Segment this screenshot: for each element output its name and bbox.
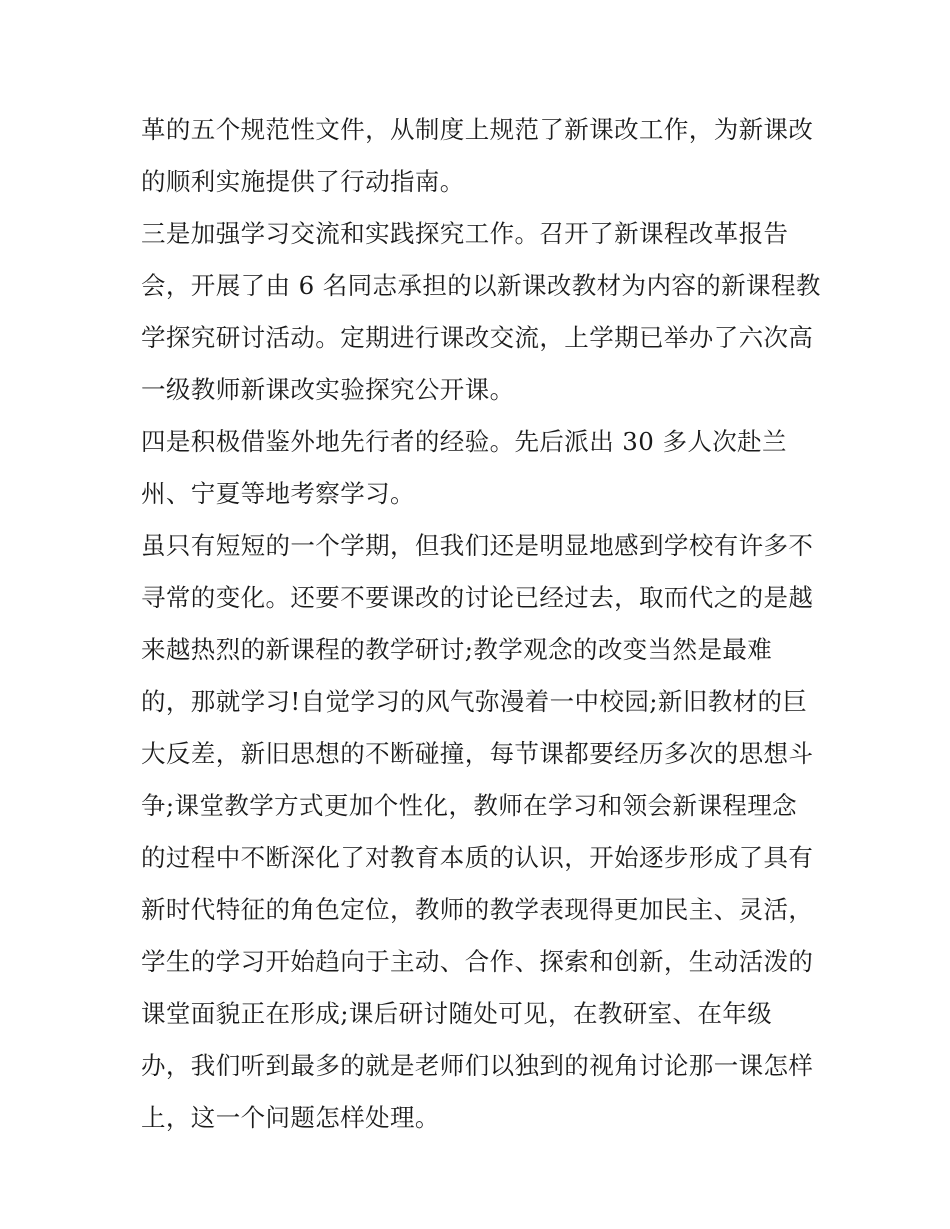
text-line: 虽只有短短的一个学期，但我们还是明显地感到学校有许多不 bbox=[141, 531, 814, 560]
text-line: 的，那就学习!自觉学习的风气弥漫着一中校园;新旧教材的巨 bbox=[141, 687, 808, 716]
text-line: 学探究研讨活动。定期进行课改交流，上学期已举办了六次高 bbox=[141, 323, 814, 352]
text-line: 大反差，新旧思想的不断碰撞，每节课都要经历多次的思想斗 bbox=[141, 739, 814, 768]
text-line: 的过程中不断深化了对教育本质的认识，开始逐步形成了具有 bbox=[141, 843, 814, 872]
text-line: 上，这一个问题怎样处理。 bbox=[141, 1103, 440, 1132]
text-line: 办，我们听到最多的就是老师们以独到的视角讨论那一课怎样 bbox=[141, 1051, 814, 1080]
document-body bbox=[141, 104, 821, 1144]
text-line: 新时代特征的角色定位，教师的教学表现得更加民主、灵活， bbox=[141, 895, 814, 924]
text-line: 争;课堂教学方式更加个性化，教师在学习和领会新课程理念 bbox=[141, 791, 798, 820]
text-line: 三是加强学习交流和实践探究工作。召开了新课程改革报告 bbox=[141, 219, 789, 248]
text-line: 一级教师新课改实验探究公开课。 bbox=[141, 375, 515, 404]
text-line: 来越热烈的新课程的教学研讨;教学观念的改变当然是最难 bbox=[141, 635, 773, 664]
text-line: 州、宁夏等地考察学习。 bbox=[141, 479, 415, 508]
text-line: 课堂面貌正在形成;课后研讨随处可见，在教研室、在年级 bbox=[141, 999, 773, 1028]
text-line: 革的五个规范性文件，从制度上规范了新课改工作，为新课改 bbox=[141, 115, 814, 144]
text-line: 学生的学习开始趋向于主动、合作、探索和创新，生动活泼的 bbox=[141, 947, 814, 976]
text-line: 四是积极借鉴外地先行者的经验。先后派出 30 多人次赴兰 bbox=[141, 427, 787, 456]
text-line: 寻常的变化。还要不要课改的讨论已经过去，取而代之的是越 bbox=[141, 583, 814, 612]
text-line: 的顺利实施提供了行动指南。 bbox=[141, 167, 465, 196]
text-line: 会，开展了由 6 名同志承担的以新课改教材为内容的新课程教 bbox=[141, 271, 821, 300]
